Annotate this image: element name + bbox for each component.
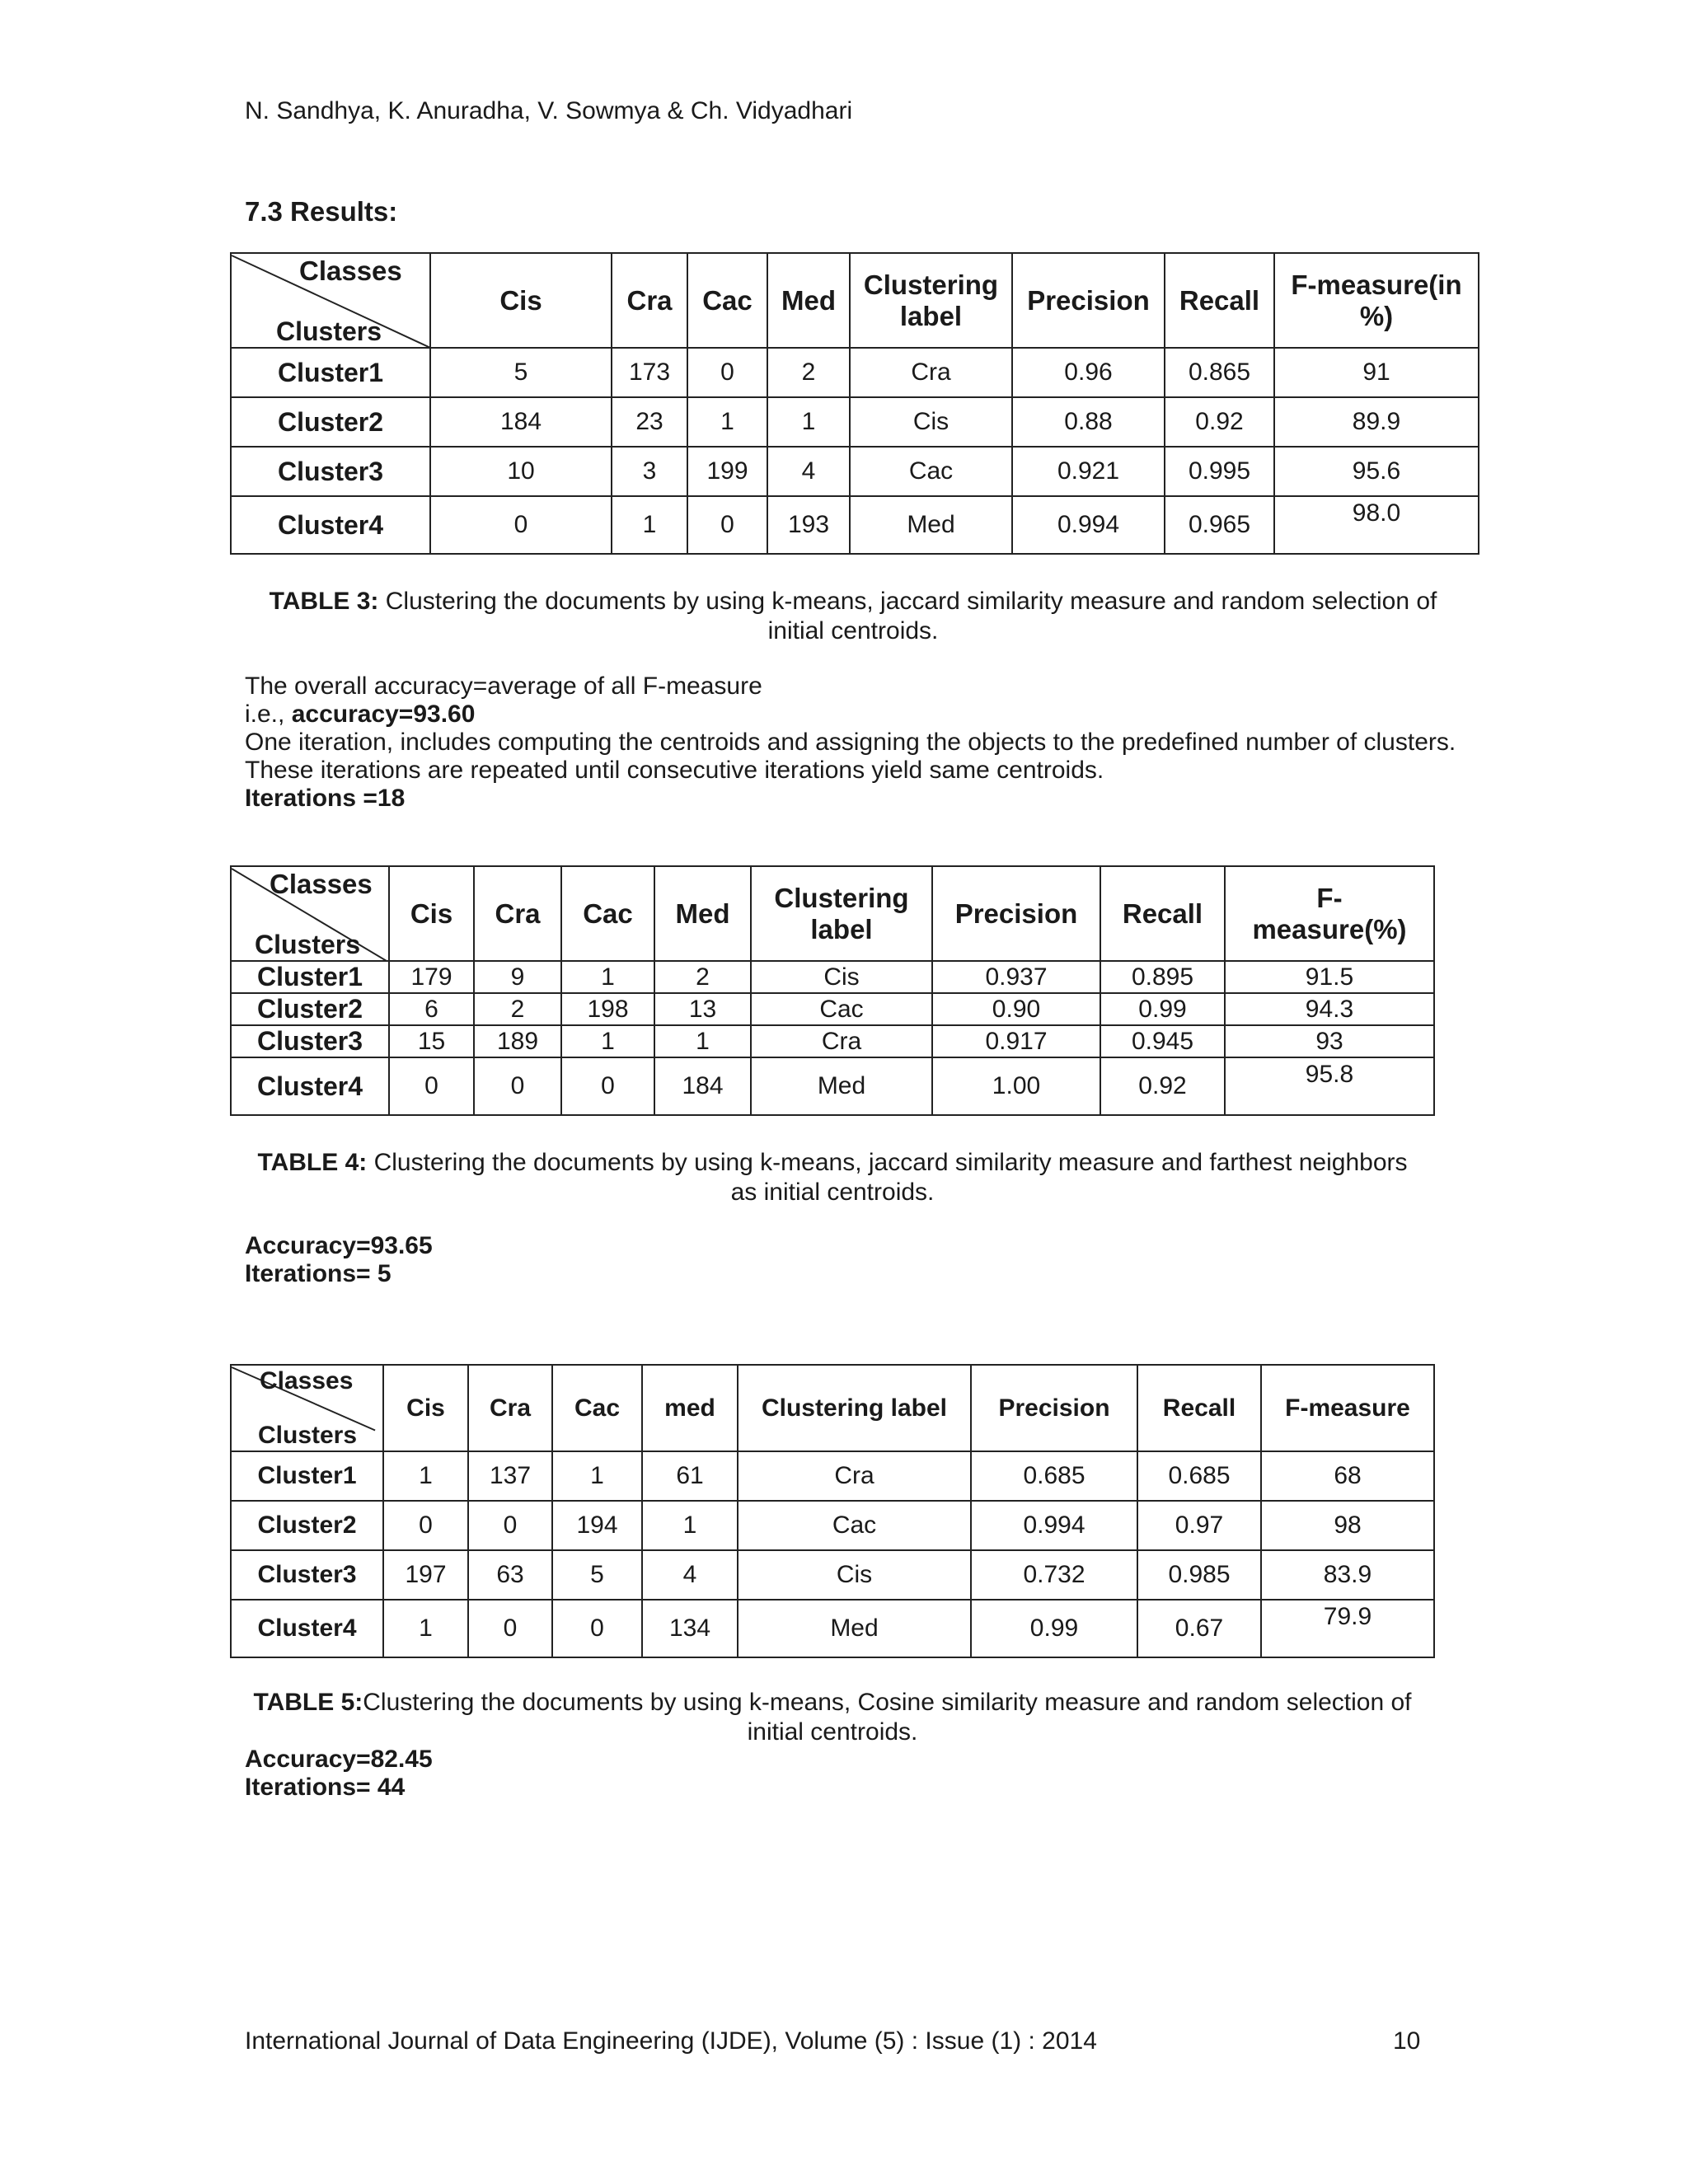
- table-cell: 1: [687, 397, 767, 447]
- column-header: Med: [654, 866, 751, 961]
- table-header-row: [231, 1365, 1434, 1451]
- table-cell: Cis: [850, 397, 1012, 447]
- row-header: Cluster4: [231, 1057, 389, 1115]
- column-header: Recall: [1165, 253, 1274, 348]
- table-cell-value: 79.9: [1323, 1603, 1372, 1630]
- table-cell: 2: [474, 993, 561, 1025]
- table-5-summary: [245, 1746, 433, 1802]
- table-cell: 0.985: [1137, 1550, 1261, 1600]
- table-cell: 98: [1261, 1501, 1434, 1550]
- table-cell: 0: [687, 348, 767, 397]
- journal-footer: International Journal of Data Engineering (IJDE), Volume (5) : Issue (1) : 2014: [245, 2027, 1097, 2055]
- table-cell: Cac: [850, 447, 1012, 496]
- row-header: Cluster1: [231, 961, 389, 993]
- table-cell: 0.90: [932, 993, 1100, 1025]
- table-cell: 0.67: [1137, 1600, 1261, 1657]
- table-cell: 95.6: [1274, 447, 1479, 496]
- table-cell: [1225, 1057, 1434, 1115]
- corner-bottom-label: Clusters: [258, 1422, 358, 1449]
- table-cell: 15: [389, 1025, 474, 1057]
- text-line: [245, 701, 1456, 729]
- accuracy-value: accuracy=93.60: [291, 701, 476, 728]
- corner-cell: [231, 1365, 383, 1451]
- table-4-summary: [245, 1232, 433, 1288]
- row-header: Cluster3: [231, 1550, 383, 1600]
- table-cell: 193: [767, 496, 850, 554]
- table-cell: Cra: [751, 1025, 932, 1057]
- table-cell: 0.732: [971, 1550, 1137, 1600]
- table-cell: 0.937: [932, 961, 1100, 993]
- column-header: Cis: [430, 253, 612, 348]
- caption-text: Clustering the documents by using k-means, jaccard similarity measure and farthest neighbors as initial centroids.: [373, 1149, 1408, 1206]
- column-header: Recall: [1100, 866, 1225, 961]
- table-cell: 0.99: [971, 1600, 1137, 1657]
- table-4-caption: [247, 1148, 1418, 1207]
- table-row: [231, 397, 1479, 447]
- table-cell: 4: [642, 1550, 738, 1600]
- table-cell: Cac: [751, 993, 932, 1025]
- iterations-value: Iterations= 5: [245, 1260, 392, 1287]
- table-cell: 0: [687, 496, 767, 554]
- table-cell: 0.995: [1165, 447, 1274, 496]
- table-cell: 0.685: [1137, 1451, 1261, 1501]
- table-cell: 1: [561, 1025, 654, 1057]
- table-cell: 91: [1274, 348, 1479, 397]
- table-cell: 0.921: [1012, 447, 1165, 496]
- table-cell: 10: [430, 447, 612, 496]
- table-cell: 3: [612, 447, 687, 496]
- table-cell: 197: [383, 1550, 468, 1600]
- table-cell: Cac: [738, 1501, 971, 1550]
- caption-text: Clustering the documents by using k-means, jaccard similarity measure and random selection of initial centroids.: [385, 588, 1437, 644]
- table-cell: 5: [552, 1550, 642, 1600]
- corner-cell: [231, 253, 430, 348]
- table-row: [231, 1025, 1434, 1057]
- column-header: F-measure: [1261, 1365, 1434, 1451]
- text-line: These iterations are repeated until consecutive iterations yield same centroids.: [245, 757, 1104, 784]
- column-header: Precision: [1012, 253, 1165, 348]
- column-header: F-measure(in %): [1274, 253, 1479, 348]
- text-prefix: i.e.,: [245, 701, 292, 728]
- table-cell: 179: [389, 961, 474, 993]
- table-cell: 0.895: [1100, 961, 1225, 993]
- corner-top-label: Classes: [270, 869, 373, 899]
- corner-bottom-label: Clusters: [255, 930, 361, 959]
- row-header: Cluster1: [231, 1451, 383, 1501]
- table-cell: 94.3: [1225, 993, 1434, 1025]
- column-header: Cac: [552, 1365, 642, 1451]
- table-cell: 194: [552, 1501, 642, 1550]
- table-cell: 198: [561, 993, 654, 1025]
- table-cell-value: 98.0: [1352, 499, 1401, 527]
- table-cell: 0.97: [1137, 1501, 1261, 1550]
- table-cell: 0: [561, 1057, 654, 1115]
- table-cell: 1: [383, 1451, 468, 1501]
- table-cell: 61: [642, 1451, 738, 1501]
- table-row: [231, 961, 1434, 993]
- column-header: Clustering label: [850, 253, 1012, 348]
- table-3-caption: [247, 587, 1459, 646]
- table-cell: 0.994: [971, 1501, 1137, 1550]
- table-cell: 9: [474, 961, 561, 993]
- table-header-row: [231, 253, 1479, 348]
- table-cell: Med: [751, 1057, 932, 1115]
- table-cell: Med: [738, 1600, 971, 1657]
- accuracy-value: Accuracy=82.45: [245, 1746, 433, 1773]
- running-header: N. Sandhya, K. Anuradha, V. Sowmya & Ch. Vidyadhari: [245, 97, 853, 124]
- table-cell: Cra: [850, 348, 1012, 397]
- table-cell: 0.865: [1165, 348, 1274, 397]
- column-header: Cis: [383, 1365, 468, 1451]
- table-cell: 0.965: [1165, 496, 1274, 554]
- table-cell: 83.9: [1261, 1550, 1434, 1600]
- row-header: Cluster2: [231, 1501, 383, 1550]
- table-cell: Med: [850, 496, 1012, 554]
- column-header: Recall: [1137, 1365, 1261, 1451]
- table-row: [231, 1550, 1434, 1600]
- table-cell: 6: [389, 993, 474, 1025]
- table-cell: 0.685: [971, 1451, 1137, 1501]
- table-cell: 134: [642, 1600, 738, 1657]
- iterations-value: Iterations= 44: [245, 1774, 406, 1801]
- table-cell: 0: [468, 1501, 552, 1550]
- table-cell: 137: [468, 1451, 552, 1501]
- table-cell: 68: [1261, 1451, 1434, 1501]
- table-cell: 2: [767, 348, 850, 397]
- caption-label: TABLE 3:: [269, 588, 379, 615]
- table-cell: 5: [430, 348, 612, 397]
- table-cell: 4: [767, 447, 850, 496]
- table-cell: 199: [687, 447, 767, 496]
- column-header: Precision: [971, 1365, 1137, 1451]
- column-header: Cra: [612, 253, 687, 348]
- table-cell: 93: [1225, 1025, 1434, 1057]
- table-cell: [1261, 1600, 1434, 1657]
- column-header: med: [642, 1365, 738, 1451]
- column-header: Clustering label: [751, 866, 932, 961]
- column-header: Cis: [389, 866, 474, 961]
- table-cell: 63: [468, 1550, 552, 1600]
- page-number: 10: [1393, 2027, 1421, 2055]
- table-cell: 0.92: [1100, 1057, 1225, 1115]
- table-cell: 184: [654, 1057, 751, 1115]
- corner-top-label: Classes: [299, 255, 402, 286]
- caption-label: TABLE 4:: [257, 1149, 368, 1176]
- row-header: Cluster2: [231, 397, 430, 447]
- table-cell: 0: [474, 1057, 561, 1115]
- iterations-value: Iterations =18: [245, 785, 406, 812]
- table-cell: 1: [383, 1600, 468, 1657]
- table-cell: 184: [430, 397, 612, 447]
- table-cell: 1: [642, 1501, 738, 1550]
- caption-text: Clustering the documents by using k-means, Cosine similarity measure and random selection of initial centroids.: [363, 1689, 1412, 1746]
- table-header-row: [231, 866, 1434, 961]
- row-header: Cluster4: [231, 496, 430, 554]
- corner-top-label: Classes: [260, 1367, 354, 1394]
- table-row: [231, 348, 1479, 397]
- table-cell: 91.5: [1225, 961, 1434, 993]
- column-header: Clustering label: [738, 1365, 971, 1451]
- table-row: [231, 1057, 1434, 1115]
- table-cell: 173: [612, 348, 687, 397]
- column-header: Precision: [932, 866, 1100, 961]
- table-cell: 23: [612, 397, 687, 447]
- column-header: Cra: [468, 1365, 552, 1451]
- accuracy-value: Accuracy=93.65: [245, 1232, 433, 1259]
- table-cell: 0.917: [932, 1025, 1100, 1057]
- results-paragraph: [245, 673, 1456, 813]
- table-cell: 2: [654, 961, 751, 993]
- row-header: Cluster1: [231, 348, 430, 397]
- table-cell: 0.96: [1012, 348, 1165, 397]
- text-line: The overall accuracy=average of all F-measure: [245, 673, 762, 700]
- corner-cell: [231, 866, 389, 961]
- table-cell: 0.945: [1100, 1025, 1225, 1057]
- table-cell: 1: [552, 1451, 642, 1501]
- caption-label: TABLE 5:: [253, 1689, 363, 1716]
- table-row: [231, 993, 1434, 1025]
- table-row: [231, 1451, 1434, 1501]
- table-cell: 1.00: [932, 1057, 1100, 1115]
- column-header: F-measure(%): [1225, 866, 1434, 961]
- table-3: [230, 252, 1479, 555]
- table-cell: 0.88: [1012, 397, 1165, 447]
- table-cell: 1: [612, 496, 687, 554]
- table-cell: 0: [430, 496, 612, 554]
- table-cell: 1: [654, 1025, 751, 1057]
- table-cell: 189: [474, 1025, 561, 1057]
- table-row: [231, 1501, 1434, 1550]
- column-header: Cac: [561, 866, 654, 961]
- table-row: [231, 496, 1479, 554]
- table-cell: Cra: [738, 1451, 971, 1501]
- row-header: Cluster4: [231, 1600, 383, 1657]
- table-cell: Cis: [751, 961, 932, 993]
- table-cell: 1: [767, 397, 850, 447]
- text-line: One iteration, includes computing the centroids and assigning the objects to the predefined number of clusters.: [245, 729, 1456, 756]
- row-header: Cluster3: [231, 447, 430, 496]
- table-cell: 0: [389, 1057, 474, 1115]
- table-cell: 0.92: [1165, 397, 1274, 447]
- table-row: [231, 447, 1479, 496]
- table-cell: 13: [654, 993, 751, 1025]
- table-cell: 0: [383, 1501, 468, 1550]
- table-cell-value: 95.8: [1305, 1061, 1354, 1088]
- table-cell: 0.994: [1012, 496, 1165, 554]
- table-cell: Cis: [738, 1550, 971, 1600]
- table-cell: 1: [561, 961, 654, 993]
- table-4: [230, 865, 1435, 1116]
- row-header: Cluster2: [231, 993, 389, 1025]
- table-cell: 0: [552, 1600, 642, 1657]
- table-cell: 89.9: [1274, 397, 1479, 447]
- section-title: 7.3 Results:: [245, 196, 398, 227]
- corner-bottom-label: Clusters: [276, 316, 382, 346]
- row-header: Cluster3: [231, 1025, 389, 1057]
- column-header: Cac: [687, 253, 767, 348]
- table-row: [231, 1600, 1434, 1657]
- column-header: Med: [767, 253, 850, 348]
- table-5-caption: [247, 1688, 1418, 1747]
- table-cell: 0: [468, 1600, 552, 1657]
- table-cell: [1274, 496, 1479, 554]
- table-5: [230, 1364, 1435, 1658]
- table-cell: 0.99: [1100, 993, 1225, 1025]
- column-header: Cra: [474, 866, 561, 961]
